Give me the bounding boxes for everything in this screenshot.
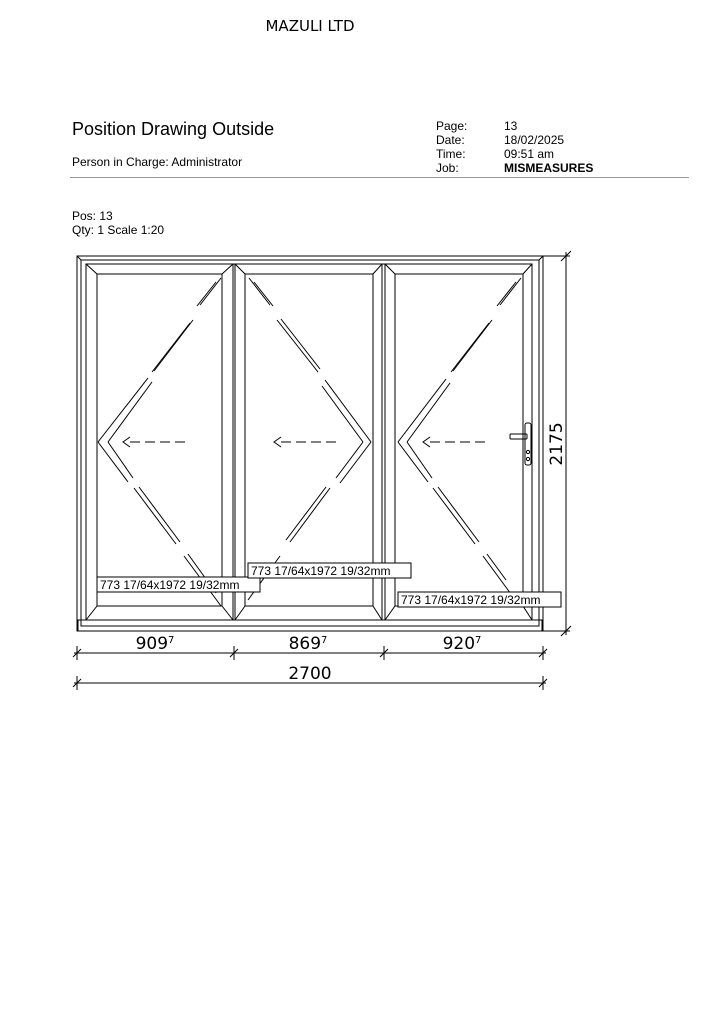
meta-key: Date: <box>436 133 465 147</box>
page-title: Position Drawing Outside <box>72 119 275 139</box>
panel-width-label: $869^7$ <box>288 634 328 654</box>
door-handle-icon <box>510 423 531 465</box>
meta-value: 09:51 am <box>504 147 555 161</box>
meta-key: Job: <box>436 161 459 175</box>
meta-key: Time: <box>436 147 466 161</box>
person-in-charge: Person in Charge: Administrator <box>72 155 243 169</box>
panel-label-1 <box>97 577 260 592</box>
meta-value: 13 <box>504 119 518 133</box>
opening-diagonal-lines <box>398 278 521 594</box>
panel-size-label: 773 17/64x1972 19/32mm <box>251 564 391 578</box>
meta-value: MISMEASURES <box>504 161 594 175</box>
company-name: MAZULI LTD <box>265 17 355 35</box>
panel-width-label: $920^7$ <box>442 634 482 654</box>
sash-left <box>86 264 233 620</box>
height-dimension <box>543 251 571 636</box>
overall-width-dimension <box>73 664 547 690</box>
panel-width-label: $909^7$ <box>135 634 175 654</box>
panel-size-label: 773 17/64x1972 19/32mm <box>100 578 240 592</box>
opening-diagonal-lines <box>98 278 221 606</box>
qty-scale: Qty: 1 Scale 1:20 <box>72 223 165 237</box>
panel-label-3 <box>398 592 561 607</box>
panel-width-dimension <box>73 634 547 660</box>
overall-height-label: 2175 <box>547 422 567 466</box>
sliding-arrow-icon <box>123 437 186 447</box>
overall-width-label: 2700 <box>288 664 332 684</box>
panel-label-2 <box>248 563 411 578</box>
sliding-arrow-icon <box>274 437 337 447</box>
panel-size-label: 773 17/64x1972 19/32mm <box>401 593 541 607</box>
sliding-arrow-icon <box>423 437 486 447</box>
meta-value: 18/02/2025 <box>504 133 565 147</box>
meta-key: Page: <box>436 119 468 133</box>
pos-number: Pos: 13 <box>72 209 113 223</box>
opening-diagonal-lines <box>248 278 371 600</box>
